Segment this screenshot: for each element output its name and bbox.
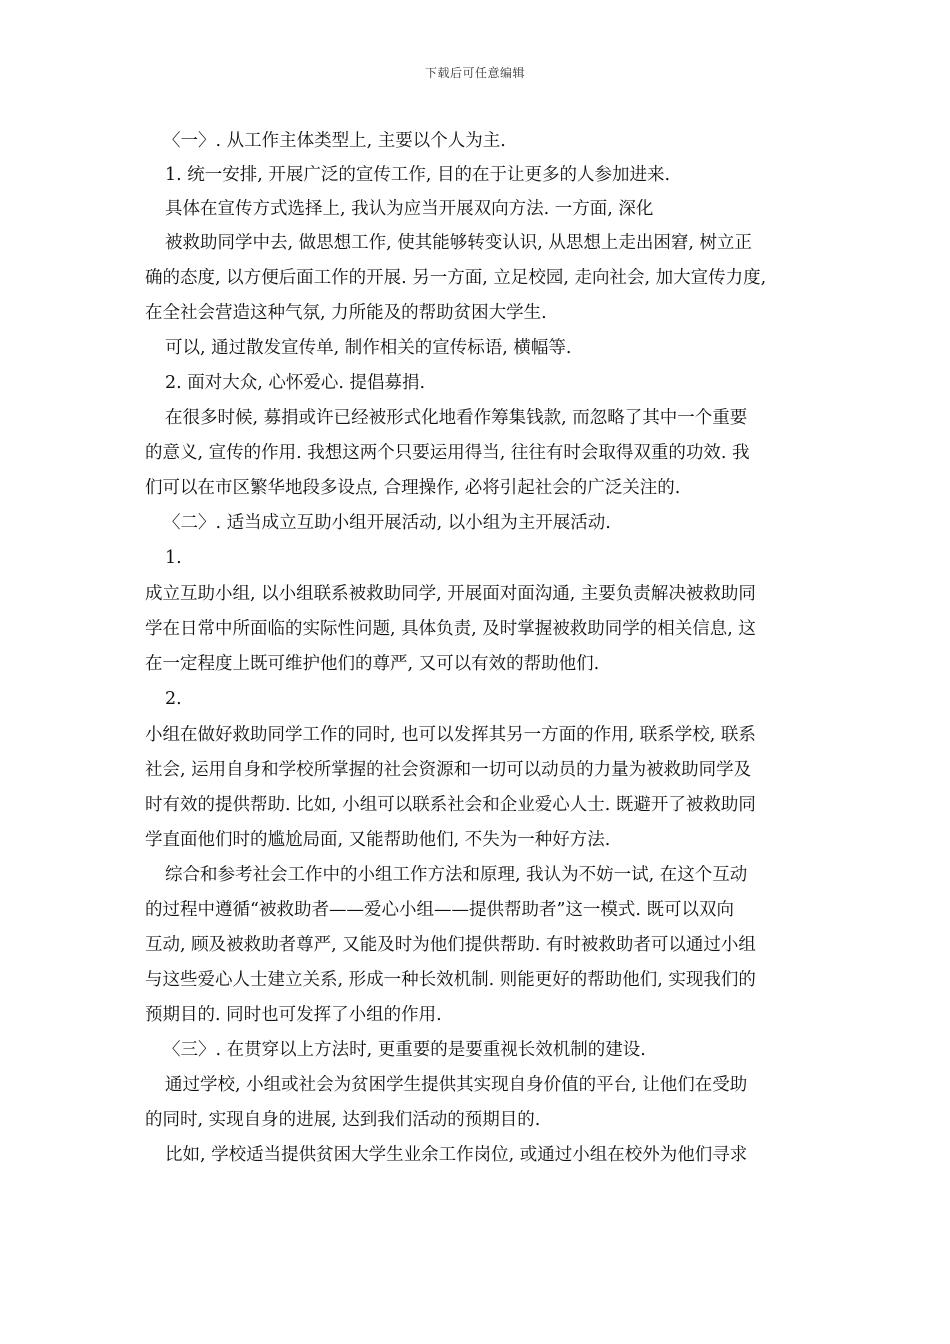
paragraph-line: 小组在做好救助同学工作的同时, 也可以发挥其另一方面的作用, 联系学校, 联系 <box>145 725 756 745</box>
paragraph-line: 们可以在市区繁华地段多设点, 合理操作, 必将引起社会的广泛关注的. <box>145 478 681 498</box>
section-heading-2: 〈二〉. 适当成立互助小组开展活动, 以小组为主开展活动. <box>163 513 611 533</box>
page-header: 下载后可任意编辑 <box>424 66 525 80</box>
paragraph-line: 在很多时候, 募捐或许已经被形式化地看作筹集钱款, 而忽略了其中一个重要 <box>165 408 748 428</box>
paragraph-line: 的同时, 实现自身的进展, 达到我们活动的预期目的. <box>145 1110 541 1130</box>
list-item-2: 2. 面对大众, 心怀爱心. 提倡募捐. <box>165 373 426 393</box>
paragraph-line: 社会, 运用自身和学校所掌握的社会资源和一切可以动员的力量为被救助同学及 <box>145 760 752 780</box>
list-number: 2. <box>165 689 182 709</box>
section-heading-1: 〈一〉. 从工作主体类型上, 主要以个人为主. <box>163 131 506 151</box>
paragraph-line: 被救助同学中去, 做思想工作, 使其能够转变认识, 从思想上走出困窘, 树立正 <box>165 233 752 253</box>
paragraph-line: 确的态度, 以方便后面工作的开展. 另一方面, 立足校园, 走向社会, 加大宣传力度, <box>145 268 767 288</box>
section-heading-3: 〈三〉. 在贯穿以上方法时, 更重要的是要重视长效机制的建设. <box>163 1040 646 1060</box>
list-item-1: 1. 统一安排, 开展广泛的宣传工作, 目的在于让更多的人参加进来. <box>165 165 671 185</box>
paragraph-line: 预期目的. 同时也可发挥了小组的作用. <box>145 1005 442 1025</box>
paragraph-line: 在一定程度上既可维护他们的尊严, 又可以有效的帮助他们. <box>145 654 600 674</box>
paragraph-line: 的过程中遵循“被救助者——爱心小组——提供帮助者”这一模式. 既可以双向 <box>145 900 735 920</box>
paragraph-line: 比如, 学校适当提供贫困大学生业余工作岗位, 或通过小组在校外为他们寻求 <box>165 1145 748 1165</box>
paragraph-line: 互动, 顾及被救助者尊严, 又能及时为他们提供帮助. 有时被救助者可以通过小组 <box>145 935 756 955</box>
paragraph-line: 的意义, 宣传的作用. 我想这两个只要运用得当, 往往有时会取得双重的功效. 我 <box>145 443 750 463</box>
paragraph-line: 通过学校, 小组或社会为贫困学生提供其实现自身价值的平台, 让他们在受助 <box>165 1075 748 1095</box>
paragraph-line: 具体在宣传方式选择上, 我认为应当开展双向方法. 一方面, 深化 <box>165 199 654 219</box>
paragraph-line: 在全社会营造这种气氛, 力所能及的帮助贫困大学生. <box>145 303 547 323</box>
paragraph-line: 综合和参考社会工作中的小组工作方法和原理, 我认为不妨一试, 在这个互动 <box>165 865 748 885</box>
paragraph-line: 学直面他们时的尴尬局面, 又能帮助他们, 不失为一种好方法. <box>145 830 611 850</box>
list-number: 1. <box>165 548 182 568</box>
paragraph-line: 时有效的提供帮助. 比如, 小组可以联系社会和企业爱心人士. 既避开了被救助同 <box>145 795 756 815</box>
paragraph-line: 可以, 通过散发宣传单, 制作相关的宣传标语, 横幅等. <box>165 338 572 358</box>
paragraph-line: 成立互助小组, 以小组联系被救助同学, 开展面对面沟通, 主要负责解决被救助同 <box>145 584 756 604</box>
paragraph-line: 学在日常中所面临的实际性问题, 具体负责, 及时掌握被救助同学的相关信息, 这 <box>145 619 756 639</box>
paragraph-line: 与这些爱心人士建立关系, 形成一种长效机制. 则能更好的帮助他们, 实现我们的 <box>145 970 756 990</box>
